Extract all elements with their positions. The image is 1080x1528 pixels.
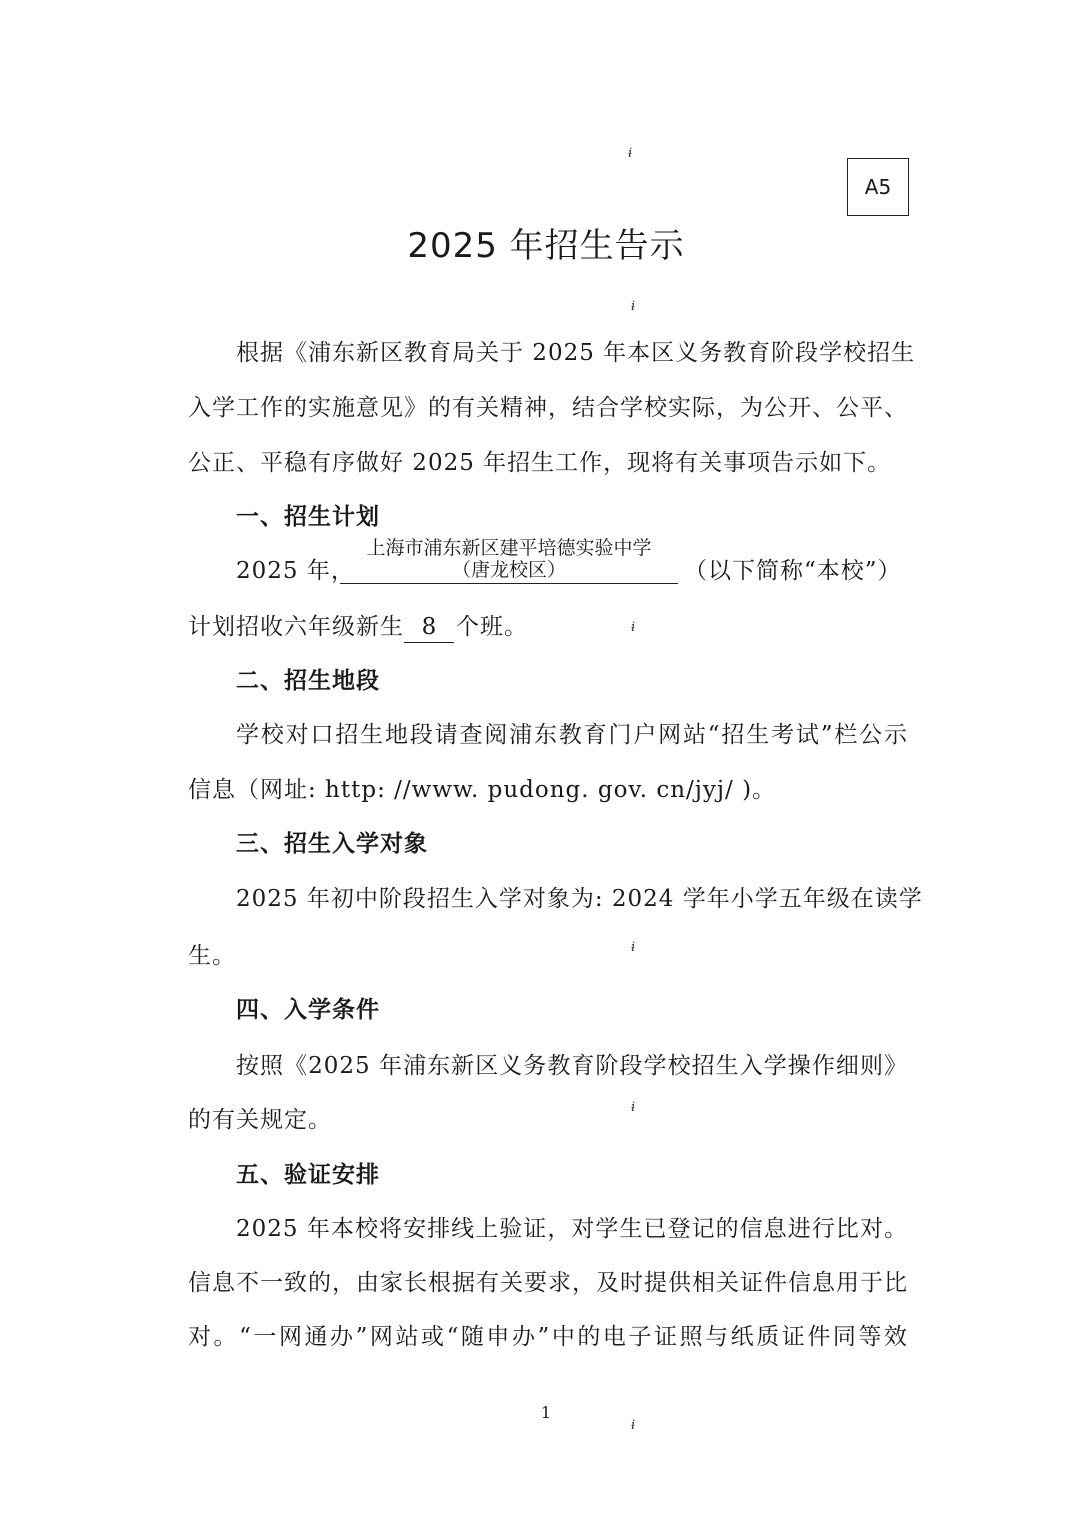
document-code-badge: A5	[847, 158, 909, 216]
section-heading-plan: 一、招生计划	[236, 504, 380, 530]
school-name-field	[340, 537, 678, 584]
verification-line-3: 对。“一网通办”网站或“随申办”中的电子证照与纸质证件同等效	[188, 1324, 908, 1350]
intro-line-2: 入学工作的实施意见》的有关精神，结合学校实际，为公开、公平、	[188, 395, 908, 421]
plan-year-prefix: 2025 年，	[236, 558, 355, 584]
district-line-2: 信息（网址: http: //www. pudong. gov. cn/jyj/ )。	[188, 777, 777, 803]
page-number: 1	[540, 1403, 552, 1422]
plan-classes-prefix: 计划招收六年级新生	[188, 614, 404, 640]
plan-abbrev-suffix: （以下简称“本校”）	[684, 558, 902, 584]
scan-speck: ɨ	[631, 940, 636, 955]
intro-line-1: 根据《浦东新区教育局关于 2025 年本区义务教育阶段学校招生	[236, 340, 916, 366]
target-line-2: 生。	[188, 943, 236, 969]
scan-speck: ɨ	[631, 620, 636, 635]
page-title: 2025 年招生告示	[407, 226, 685, 266]
plan-classes-suffix: 个班。	[456, 614, 528, 640]
school-name-line-2: （唐龙校区）	[451, 559, 566, 581]
section-heading-target: 三、招生入学对象	[236, 831, 428, 857]
class-count-field: 8	[404, 612, 454, 643]
section-heading-district: 二、招生地段	[236, 668, 380, 694]
verification-line-1: 2025 年本校将安排线上验证，对学生已登记的信息进行比对。	[236, 1216, 908, 1242]
scan-speck: ɨ	[631, 299, 636, 314]
conditions-line-1: 按照《2025 年浦东新区义务教育阶段学校招生入学操作细则》	[236, 1053, 908, 1079]
section-heading-verification: 五、验证安排	[236, 1162, 380, 1188]
verification-line-2: 信息不一致的，由家长根据有关要求，及时提供相关证件信息用于比	[188, 1270, 908, 1296]
scan-speck: ɨ	[631, 1100, 636, 1115]
district-line-1: 学校对口招生地段请查阅浦东教育门户网站“招生考试”栏公示	[236, 722, 908, 748]
target-line-1: 2025 年初中阶段招生入学对象为: 2024 学年小学五年级在读学	[236, 886, 923, 912]
scan-speck: ɨ	[628, 146, 633, 161]
section-heading-conditions: 四、入学条件	[236, 997, 380, 1023]
scan-speck: ɨ	[631, 1418, 636, 1433]
conditions-line-2: 的有关规定。	[188, 1107, 332, 1133]
intro-line-3: 公正、平稳有序做好 2025 年招生工作，现将有关事项告示如下。	[188, 450, 892, 476]
school-name-line-1: 上海市浦东新区建平培德实验中学	[366, 537, 652, 559]
